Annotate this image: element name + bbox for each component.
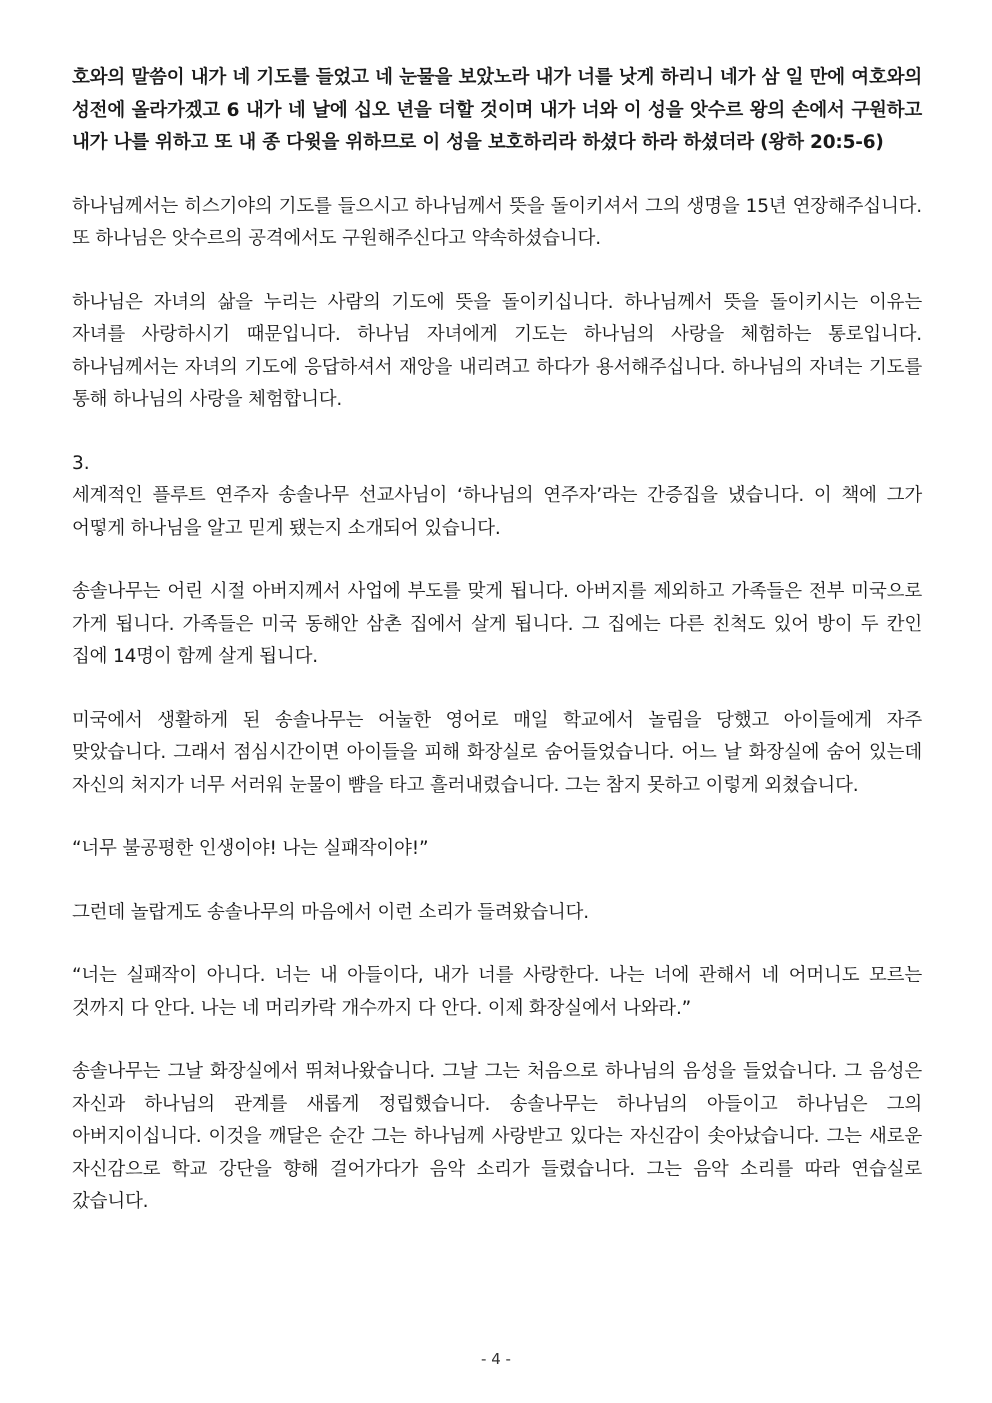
paragraph-voice-heard: 그런데 놀랍게도 송솔나무의 마음에서 이런 소리가 들려왔습니다. [72, 901, 589, 923]
paragraph-new-confidence: 송솔나무는 그날 화장실에서 뛰쳐나왔습니다. 그날 그는 처음으로 하나님의 음성을 들었습니다. 그 음성은 자신과 하나님의 관계를 새롭게 정립했습니다. 송솔나무는 하나님의 아들이고 하나님은 그의 아버지이십니다. 이것을 깨달은 순간 그는 하나님께 사랑받고 있다는 자신감이 솟아났습니다. 그는 새로운 자신감으로 학교 강단을 향해 걸어가다가 음악 소리가 들렸습니다. 그는 음악 소리를 따라 연습실로 갔습니다. [72, 1061, 922, 1212]
paragraph-hezekiah-extension: 하나님께서는 히스기야의 기도를 들으시고 하나님께서 뜻을 돌이키셔서 그의 생명을 15년 연장해주십니다. 또 하나님은 앗수르의 공격에서도 구원해주신다고 약속하셨습니다. [72, 195, 922, 249]
page-number: - 4 - [481, 1350, 511, 1368]
paragraph-god-relents: 하나님은 자녀의 삶을 누리는 사람의 기도에 뜻을 돌이키십니다. 하나님께서 뜻을 돌이키시는 이유는 자녀를 사랑하시기 때문입니다. 하나님 자녀에게 기도는 하나님의 사랑을 체험하는 통로입니다. 하나님께서는 자녀의 기도에 응답하셔서 재앙을 내리려고 하다가 용서해주십니다. 하나님의 자녀는 기도를 통해 하나님의 사랑을 체험합니다. [72, 291, 922, 410]
section-number: 3. [72, 452, 90, 474]
scripture-quote-paragraph: 호와의 말씀이 내가 네 기도를 들었고 네 눈물을 보았노라 내가 너를 낫게 하리니 네가 삼 일 만에 여호와의 성전에 올라가겠고 6 내가 네 날에 십오 년을 더할 것이며 내가 너와 이 성을 앗수르 왕의 손에서 구원하고 내가 나를 위하고 또 내 종 다윗을 위하므로 이 성을 보호하리라 하셨다 하라 하셨더라 (왕하 20:5-6) [72, 67, 922, 153]
quote-god-voice: “너는 실패작이 아니다. 너는 내 아들이다, 내가 너를 사랑한다. 나는 너에 관해서 네 어머니도 모르는 것까지 다 안다. 나는 네 머리카락 개수까지 다 안다. 이제 화장실에서 나와라.” [72, 965, 922, 1019]
paragraph-childhood: 송솔나무는 어린 시절 아버지께서 사업에 부도를 맞게 됩니다. 아버지를 제외하고 가족들은 전부 미국으로 가게 됩니다. 가족들은 미국 동해안 삼촌 집에서 살게 됩니다. 그 집에는 다른 친척도 있어 방이 두 칸인 집에 14명이 함께 살게 됩니다. [72, 581, 922, 667]
document-body [72, 62, 922, 1219]
quote-unfair-life: “너무 불공평한 인생이야! 나는 실패작이야!” [72, 838, 429, 859]
paragraph-flutist-intro: 세계적인 플루트 연주자 송솔나무 선교사님이 ‘하나님의 연주자’라는 간증집을 냈습니다. 이 책에 그가 어떻게 하나님을 알고 믿게 됐는지 소개되어 있습니다. [72, 485, 922, 539]
paragraph-school-life: 미국에서 생활하게 된 송솔나무는 어눌한 영어로 매일 학교에서 놀림을 당했고 아이들에게 자주 맞았습니다. 그래서 점심시간이면 아이들을 피해 화장실로 숨어들었습니다. 어느 날 화장실에 숨어 있는데 자신의 처지가 너무 서러워 눈물이 뺨을 타고 흘러내렸습니다. 그는 참지 못하고 이렇게 외쳤습니다. [72, 709, 922, 796]
